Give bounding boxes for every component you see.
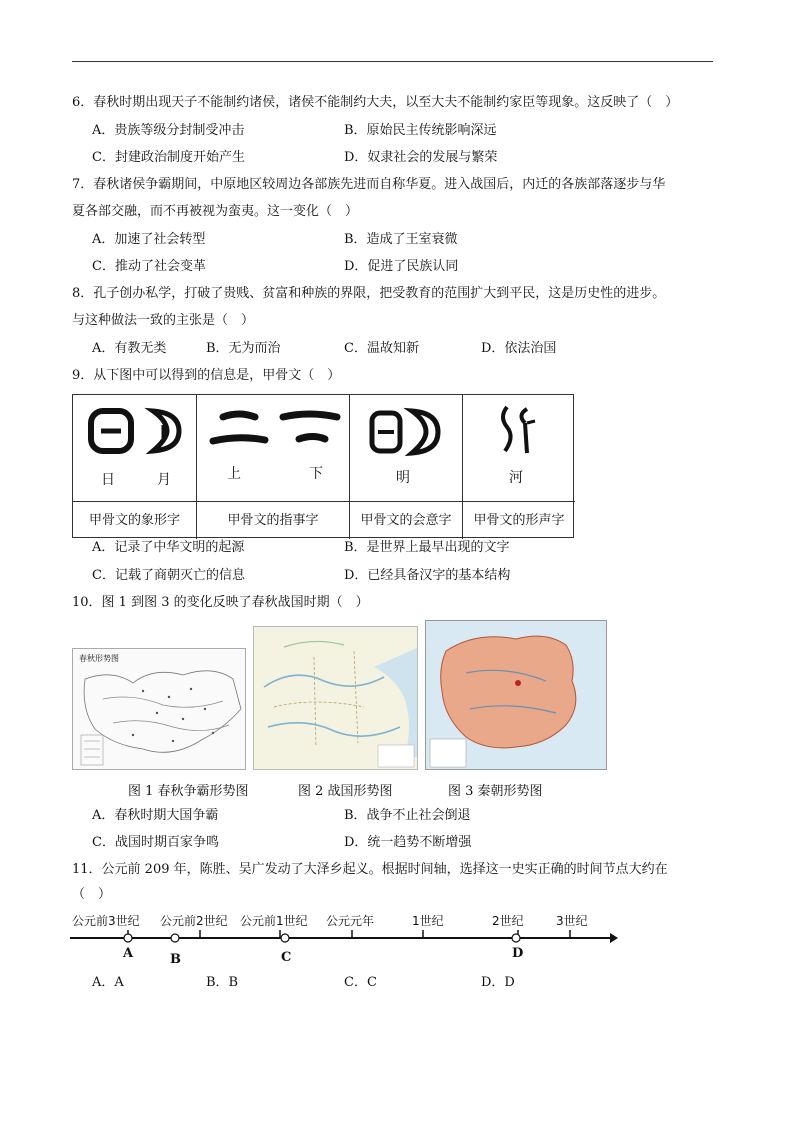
timeline-label-3c: 3世纪 [556, 914, 588, 928]
oracle-cell-ideograph [350, 395, 463, 539]
timeline-label-1c: 1世纪 [412, 914, 444, 928]
map-spring-autumn [72, 648, 246, 770]
q6-option-b[interactable]: B．原始民主传统影响深远 [344, 123, 497, 138]
q8-stem-line2: 与这种做法一致的主张是（ ） [72, 313, 255, 328]
q7-stem-line1: 7．春秋诸侯争霸期间，中原地区较周边各部族先进而自称华夏。进入战国后，内迁的各族部落逐步与华 [72, 177, 666, 192]
char-label-he: 河 [509, 470, 523, 486]
timeline-label-3c-bce: 公元前3世纪 [72, 914, 140, 928]
oracle-cell-pictograph [73, 395, 197, 539]
q10-stem: 10．图 1 到图 3 的变化反映了春秋战国时期（ ） [72, 595, 369, 610]
q11-stem-line1: 11．公元前 209 年，陈胜、吴广发动了大泽乡起义。根据时间轴，选择这一史实正确的时间节点大约在 [72, 862, 668, 877]
timeline-label-2c-bce: 公元前2世纪 [160, 914, 228, 928]
q6-option-d[interactable]: D．奴隶社会的发展与繁荣 [344, 150, 498, 165]
q8-option-a[interactable]: A．有教无类 [92, 341, 167, 356]
q7-option-c[interactable]: C．推动了社会变革 [92, 259, 206, 274]
caption-ideograph: 甲骨文的会意字 [350, 501, 462, 539]
q10-option-a[interactable]: A．春秋时期大国争霸 [92, 808, 219, 823]
q11-option-b[interactable]: B．B [206, 975, 239, 990]
q7-option-b[interactable]: B．造成了王室衰微 [344, 232, 458, 247]
map3-drawing [426, 621, 607, 770]
map2-caption: 图 2 战国形势图 [298, 784, 393, 799]
q7-option-d[interactable]: D．促进了民族认同 [344, 259, 459, 274]
char-label-ming: 明 [396, 470, 410, 486]
header-rule [72, 61, 713, 62]
map1-drawing [73, 649, 246, 770]
map2-drawing [254, 627, 418, 770]
char-label-ri: 日 [101, 472, 115, 488]
caption-phonogram: 甲骨文的形声字 [463, 501, 575, 539]
q11-stem-line2: （ ） [72, 887, 112, 902]
map-warring-states [253, 626, 418, 770]
timeline-axis [70, 928, 620, 948]
q6-stem: 6．春秋时期出现天子不能制约诸侯，诸侯不能制约大夫，以至大夫不能制约家臣等现象。这反映了（ ） [72, 95, 679, 110]
timeline-point-b: B [170, 952, 181, 967]
caption-indicative: 甲骨文的指事字 [197, 501, 349, 539]
oracle-glyph-ming-icon [366, 405, 446, 459]
map1-caption: 图 1 春秋争霸形势图 [128, 784, 249, 799]
q10-option-d[interactable]: D．统一趋势不断增强 [344, 835, 472, 850]
oracle-cell-indicative [197, 395, 350, 539]
timeline-label-1c-bce: 公元前1世纪 [240, 914, 308, 928]
q7-stem-line2: 夏各部交融，而不再被视为蛮夷。这一变化（ ） [72, 204, 359, 219]
q8-stem-line1: 8．孔子创办私学，打破了贵贱、贫富和种族的界限，把受教育的范围扩大到平民，这是历史性的进步。 [72, 286, 666, 301]
q6-option-a[interactable]: A．贵族等级分封制受冲击 [92, 123, 245, 138]
char-label-yue: 月 [157, 472, 171, 488]
q6-option-c[interactable]: C．封建政治制度开始产生 [92, 150, 245, 165]
q11-option-d[interactable]: D．D [481, 975, 515, 990]
map1-title: 春秋形势图 [79, 654, 119, 663]
timeline-point-a: A [123, 946, 134, 961]
caption-pictograph: 甲骨文的象形字 [73, 501, 196, 539]
q7-option-a[interactable]: A．加速了社会转型 [92, 232, 206, 247]
oracle-cell-phonogram [463, 395, 575, 539]
q8-option-c[interactable]: C．温故知新 [344, 341, 419, 356]
timeline-point-d: D [512, 946, 524, 961]
oracle-glyph-up-down-icon [205, 407, 345, 455]
oracle-glyph-sun-moon-icon [83, 405, 193, 457]
char-label-xia: 下 [309, 466, 323, 482]
q9-option-d[interactable]: D．已经具备汉字的基本结构 [344, 568, 511, 583]
q9-option-c[interactable]: C．记载了商朝灭亡的信息 [92, 568, 245, 583]
map-qin-dynasty [425, 620, 607, 770]
q10-option-b[interactable]: B．战争不止社会倒退 [344, 808, 471, 823]
q8-option-d[interactable]: D．依法治国 [481, 341, 557, 356]
q11-option-a[interactable]: A．A [92, 975, 124, 990]
oracle-glyph-he-icon [487, 401, 551, 459]
oracle-bone-table [72, 394, 574, 538]
q9-stem: 9．从下图中可以得到的信息是，甲骨文（ ） [72, 368, 341, 383]
q10-option-c[interactable]: C．战国时期百家争鸣 [92, 835, 219, 850]
q9-option-a[interactable]: A．记录了中华文明的起源 [92, 540, 245, 555]
timeline-label-2c: 2世纪 [492, 914, 524, 928]
map3-caption: 图 3 秦朝形势图 [448, 784, 543, 799]
char-label-shang: 上 [227, 466, 241, 482]
q9-option-b[interactable]: B．是世界上最早出现的文字 [344, 540, 510, 555]
timeline-label-year-1: 公元元年 [326, 914, 375, 928]
q11-option-c[interactable]: C．C [344, 975, 377, 990]
timeline-point-c: C [281, 950, 292, 965]
q8-option-b[interactable]: B．无为而治 [206, 341, 281, 356]
